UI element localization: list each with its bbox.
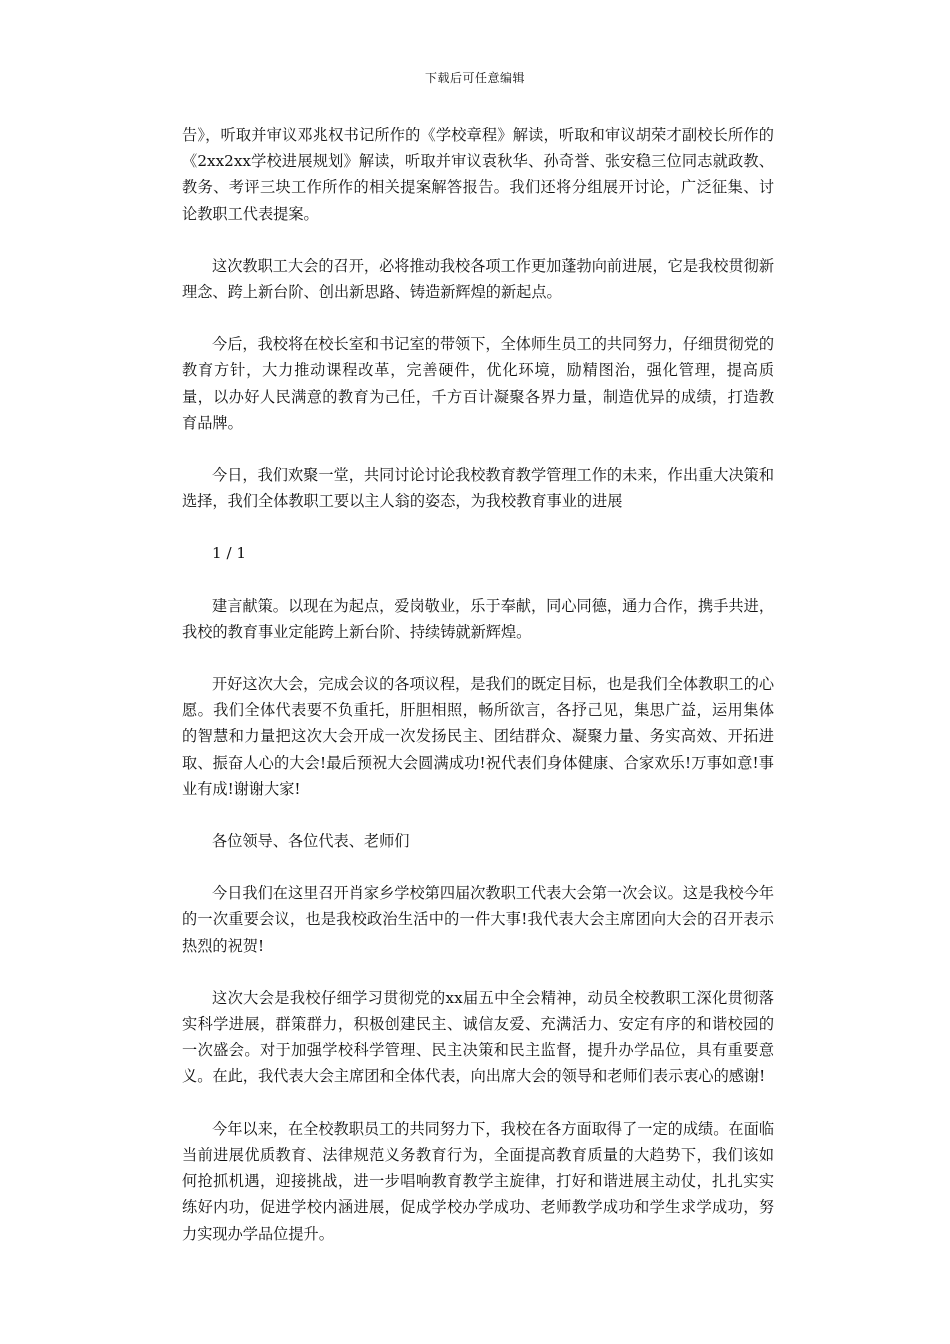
paragraph-8: 这次大会是我校仔细学习贯彻党的xx届五中全会精神，动员全校教职工深化贯彻落实科学进展，群策群力，积极创建民主、诚信友爱、充满活力、安定有序的和谐校园的一次盛会。对于加强学校科学管理、民主决策和民主监督，提升办学品位，具有重要意义。在此，我代表大会主席团和全体代表，向出席大会的领导和老师们表示衷心的感谢! — [182, 988, 774, 1086]
paragraph-6: 开好这次大会，完成会议的各项议程，是我们的既定目标，也是我们全体教职工的心愿。我们全体代表要不负重托，肝胆相照，畅所欲言，各抒己见，集思广益，运用集体的智慧和力量把这次大会开成一次发扬民主、团结群众、凝聚力量、务实高效、开拓进取、振奋人心的大会!最后预祝大会圆满成功!祝代表们身体健康、合家欢乐!万事如意!事业有成!谢谢大家! — [182, 675, 774, 798]
paragraph-3: 今后，我校将在校长室和书记室的带领下，全体师生员工的共同努力，仔细贯彻党的教育方针，大力推动课程改革，完善硬件，优化环境，励精图治，强化管理，提高质量，以办好人民满意的教育为己任，千方百计凝聚各界力量，制造优异的成绩，打造教育品牌。 — [182, 335, 774, 432]
salutation: 各位领导、各位代表、老师们 — [212, 832, 410, 851]
paragraph-2: 这次教职工大会的召开，必将推动我校各项工作更加蓬勃向前进展，它是我校贯彻新理念、跨上新台阶、创出新思路、铸造新辉煌的新起点。 — [182, 256, 774, 302]
page-header: 下载后可任意编辑 — [424, 71, 525, 85]
document-body — [182, 122, 774, 1273]
paragraph-4: 今日，我们欢聚一堂，共同讨论讨论我校教育教学管理工作的未来，作出重大决策和选择，我们全体教职工要以主人翁的姿态，为我校教育事业的进展 — [182, 466, 774, 511]
page-number: 1 / 1 — [212, 544, 247, 563]
paragraph-9: 今年以来，在全校教职员工的共同努力下，我校在各方面取得了一定的成绩。在面临当前进展优质教育、法律规范义务教育行为，全面提高教育质量的大趋势下，我们该如何抢抓机遇，迎接挑战，进一步唱响教育教学主旋律，打好和谐进展主动仗，扎扎实实练好内功，促进学校内涵进展，促成学校办学成功、老师教学成功和学生求学成功，努力实现办学品位提升。 — [182, 1119, 774, 1243]
paragraph-5: 建言献策。以现在为起点，爱岗敬业，乐于奉献，同心同德，通力合作，携手共进，我校的教育事业定能跨上新台阶、持续铸就新辉煌。 — [182, 596, 774, 641]
paragraph-1: 告》，听取并审议邓兆权书记所作的《学校章程》解读，听取和审议胡荣才副校长所作的《2xx2xx学校进展规划》解读，听取并审议袁秋华、孙奇誉、张安稳三位同志就政教、教务、考评三块工作所作的相关提案解答报告。我们还将分组展开讨论，广泛征集、讨论教职工代表提案。 — [182, 126, 774, 223]
paragraph-7: 今日我们在这里召开肖家乡学校第四届次教职工代表大会第一次会议。这是我校今年的一次重要会议，也是我校政治生活中的一件大事!我代表大会主席团向大会的召开表示热烈的祝贺! — [182, 884, 774, 955]
